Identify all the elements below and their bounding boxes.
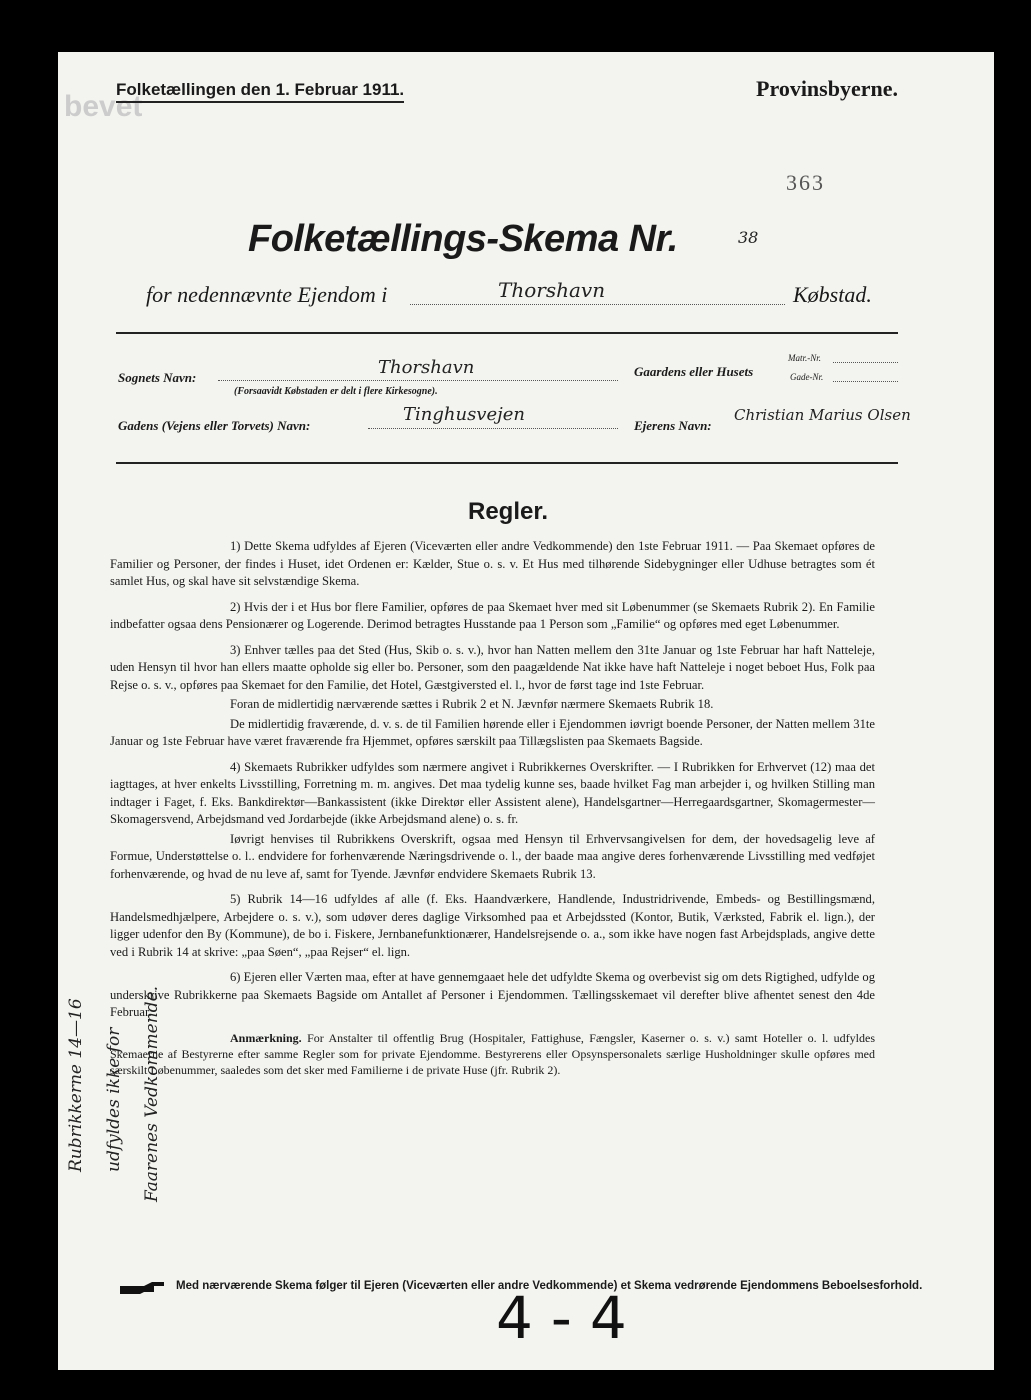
note-text: For Anstalter til offentlig Brug (Hospitaler, Fattighuse, Fængsler, Kaserner o. s. v.) samt Hoteller o. l. udfyldes Skemaerne af Bestyrerne efter samme Regler som for private Ejendomme. Bestyrerens eller Opsynspersonalets særlige Husholdninger skulle opføres med særskilt Løbenummer, saaledes som det sker med Familierne i de private Huse (jfr. Rubrik 2). [110, 1030, 875, 1077]
handwritten-number: 4-4 [496, 1284, 645, 1352]
rule-paragraph-6: 6) Ejeren eller Værten maa, efter at have gennemgaaet hele det udfyldte Skema og overbevist sig om dets Rigtighed, udfylde og underskrive Rubrikkerne paa Skemaets Bagside om Antallet af Personer i Ejendommen. Tællingsskemaet vil derefter blive afhentet senest den 4de Februar. [110, 970, 875, 1019]
rule-paragraph-3: 3) Enhver tælles paa det Sted (Hus, Skib o. s. v.), hvor han Natten mellem den 31te Januar og 1ste Februar har haft Natteleje, uden Hensyn til hvor han ellers maatte opholde sig eller bo. Personer, som den paagældende Nat ikke have haft Natteleje i noget beboet Hus, Folk paa Rejse o. s. v., opføres paa Skemaet for den Familie, det Hotel, Gæstgiversted el. l., hvor de først tage ind 1ste Februar. [110, 642, 875, 692]
property-prefix: for nedennævnte Ejendom i [146, 282, 388, 307]
sognets-note: (Forsaavidt Købstaden er delt i flere Kirkesogne). [234, 386, 438, 397]
divider-top [116, 332, 898, 334]
sognets-dotted-line [218, 380, 618, 381]
gaardens-label: Gaardens eller Husets [634, 364, 754, 379]
ejerens-value: Christian Marius Olsen [734, 406, 911, 424]
side-note-1: Rubrikkerne 14—16 [66, 998, 86, 1172]
rule-paragraph-3c: De midlertidig fraværende, d. v. s. de til Familien hørende eller i Ejendommen iøvrigt boende Personer, der Natten mellem 31te Januar og 1ste Februar have været fraværende fra Hjemmet, opføres særskilt paa Tillægslisten paa Skemaets Bagside. [110, 716, 875, 748]
census-date-header: Folketællingen den 1. Februar 1911. [116, 80, 404, 103]
gade-dotted-line [833, 381, 898, 382]
side-note-2: udfyldes ikke for [104, 1027, 124, 1172]
sognets-label: Sognets Navn: [118, 370, 197, 385]
gadens-value: Tinghusvejen [403, 404, 525, 425]
rule-paragraph-2: 2) Hvis der i et Hus bor flere Familier, opføres de paa Skemaet hver med sit Løbenummer (se Skemaets Rubrik 2). En Familie indbefatter ogsaa dens Pensionærer og Logerende. Derimod betragtes Husstande paa 1 Person som „Familie“ og opføres med eget Løbenummer. [110, 599, 875, 631]
sognets-value: Thorshavn [378, 357, 475, 378]
note-label: Anmærkning. [230, 1030, 302, 1045]
form-number: 38 [738, 228, 759, 247]
region-header: Provinsbyerne. [756, 76, 898, 101]
page-number: 363 [786, 170, 825, 195]
property-suffix: Købstad. [793, 282, 872, 307]
property-value: Thorshavn [498, 278, 606, 302]
rules-heading: Regler. [468, 498, 549, 525]
footer-note: Med nærværende Skema følger til Ejeren (Viceværten eller andre Vedkommende) et Skema vedrørende Ejendommens Beboelsesforhold. [176, 1280, 923, 1292]
gadens-dotted-line [368, 428, 618, 429]
matr-dotted-line [833, 362, 898, 363]
matr-label: Matr.-Nr. [788, 353, 822, 363]
rule-paragraph-4b: Iøvrigt henvises til Rubrikkens Overskrift, ogsaa med Hensyn til Erhvervsangivelsen for dem, der hovedsagelig leve af Formue, Understøttelse o. l.. endvidere for forhenværende Næringsdrivende o. l., der baade maa angive deres forhenværende Livsstilling med vedføjet forhenværende, og hvad de nu leve af, samt for Tyende. Jævnfør endvidere Skemaets Rubrik 13. [110, 831, 875, 881]
note-paragraph [110, 1030, 875, 1078]
gadens-label: Gadens (Vejens eller Torvets) Navn: [118, 418, 311, 433]
divider-bottom [116, 462, 898, 464]
rule-paragraph-5: 5) Rubrik 14—16 udfyldes af alle (f. Eks. Haandværkere, Handlende, Industridrivende, Embeds- og Bestillingsmænd, Handelsmedhjælpere, Arbejdere o. s. v.), som udøver deres daglige Virksomhed paa et Arbejdssted (Kontor, Butik, Værksted, Fabrik el. lign.), der ligger udenfor den By (Kommune), de bo i. Fiskere, Jernbanefunktionærer, Handelsrejsende o. a., som ikke have nogen fast Arbejdsplads, angive dette ved i Rubrik 14 at skrive: „paa Søen“, „paa Rejser“ el. lign. [110, 892, 875, 959]
rules-text [110, 538, 875, 1086]
side-note-3: Faarenes Vedkommende. [142, 985, 162, 1202]
faded-stamp: bevet [64, 90, 143, 123]
census-form-page [58, 52, 994, 1370]
ejerens-label: Ejerens Navn: [634, 418, 712, 433]
rule-paragraph-1: 1) Dette Skema udfyldes af Ejeren (Viceværten eller andre Vedkommende) den 1ste Februar 1911. — Paa Skemaet opføres de Familier og Personer, der findes i Huset, idet Ordenen er: Kælder, Stue o. s. v. Et Hus med tilhørende Sidebygninger eller Udhuse betragtes som ét samlet Hus, og skal have sit selvstændige Skema. [110, 539, 875, 588]
property-dotted-line [410, 304, 785, 305]
pointing-hand-icon [118, 1280, 168, 1296]
gade-label: Gade-Nr. [790, 372, 824, 382]
rule-paragraph-4: 4) Skemaets Rubrikker udfyldes som nærmere angivet i Rubrikkernes Overskrifter. — I Rubrikken for Erhvervet (12) maa det iagttages, at hver enkelts Livsstilling, Forretning m. m. angives. Det maa tydelig kunne ses, baade hvilket Fag man arbejder i, og hvilken Stilling man indtager i Faget, f. Eks. Bankdirektør—Bankassistent (ikke Direktør eller Assistent alene), Handelsgartner—Herregaardsgartner, Skomagermester—Skomagersvend, Arbejdsmand ved Jordarbejde (ikke Arbejdsmand alene) o. s. fr. [110, 759, 875, 826]
form-title [248, 218, 678, 261]
form-title-text: Folketællings-Skema Nr. [248, 218, 678, 260]
rule-paragraph-3b: Foran de midlertidig nærværende sættes i Rubrik 2 et N. Jævnfør nærmere Skemaets Rubrik 18. [230, 697, 714, 711]
